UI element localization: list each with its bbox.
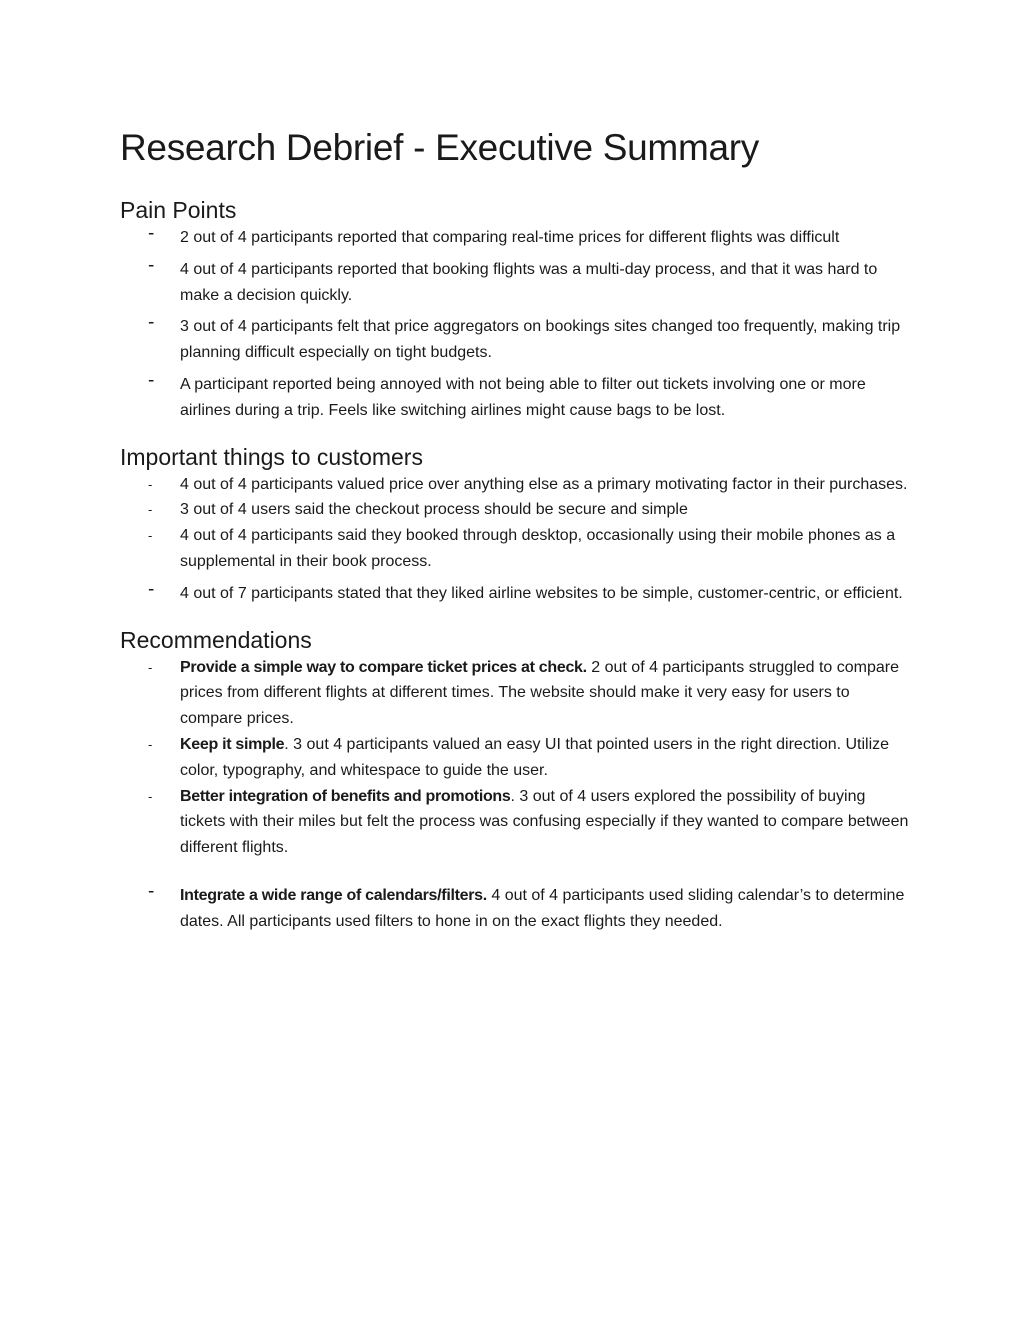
recommendation-body: . 3 out 4 participants valued an easy UI that pointed users in the right direction. Utilize color, typography, and whitespace to guide the user. (180, 735, 890, 779)
list-item (120, 784, 910, 861)
list-item (120, 655, 910, 732)
document-page (120, 125, 910, 935)
dash-bullet-icon: - (148, 223, 155, 244)
dash-bullet-icon: - (148, 736, 153, 752)
recommendation-body: 4 out of 4 participants used sliding calendar’s to determine dates. All participants used filters to hone in on the exact flights they needed. (180, 886, 905, 930)
list-item-text: 2 out of 4 participants reported that comparing real-time prices for different flights was difficult (180, 229, 840, 246)
recommendation-lead: Provide a simple way to compare ticket prices at check. (180, 658, 587, 676)
recommendation-lead: Keep it simple (180, 735, 285, 753)
dash-bullet-icon: - (148, 312, 155, 334)
recommendation-lead: Better integration of benefits and promotions (180, 787, 511, 805)
important-things-heading: Important things to customers (120, 443, 423, 470)
list-item-text: 4 out of 4 participants reported that booking flights was a multi-day process, and that it was hard to make a decision quickly. (180, 260, 878, 304)
recommendation-body: . 3 out of 4 users explored the possibility of buying tickets with their miles but felt the process was confusing especially if they wanted to compare between different flights. (180, 787, 909, 857)
dash-bullet-icon: - (148, 369, 155, 391)
list-item (120, 578, 910, 607)
list-item-text: 3 out of 4 participants felt that price aggregators on bookings sites changed too frequently, making trip planning difficult especially on tight budgets. (180, 318, 901, 362)
dash-bullet-icon: - (148, 659, 153, 675)
dash-bullet-icon: - (148, 476, 153, 492)
recommendation-body: 2 out of 4 participants struggled to compare prices from different flights at different times. The website should make it very easy for users to compare prices. (180, 658, 899, 728)
list-item-text: 4 out of 4 participants said they booked through desktop, occasionally using their mobile phones as a supplemental in their book process. (180, 527, 896, 570)
important-things-list (120, 472, 910, 607)
list-item (120, 880, 910, 935)
recommendations-list (120, 655, 910, 935)
list-item-text: 3 out of 4 users said the checkout process should be secure and simple (180, 501, 688, 519)
dash-bullet-icon: - (148, 528, 153, 544)
dash-bullet-icon: - (148, 880, 155, 902)
dash-bullet-icon: - (148, 788, 153, 804)
recommendation-lead: Integrate a wide range of calendars/filters. (180, 886, 487, 904)
pain-points-heading: Pain Points (120, 197, 237, 223)
list-item (120, 732, 910, 784)
list-item (120, 497, 910, 523)
list-item (120, 523, 910, 575)
document-title: Research Debrief - Executive Summary (120, 127, 759, 168)
list-item-text: A participant reported being annoyed with not being able to filter out tickets involving one or more airlines during a trip. Feels like switching airlines might cause bags to be lost. (180, 375, 866, 419)
list-item (120, 314, 910, 366)
list-item (120, 369, 910, 424)
list-item-text: 4 out of 4 participants valued price over anything else as a primary motivating factor in their purchases. (180, 475, 908, 493)
list-item (120, 225, 910, 251)
dash-bullet-icon: - (148, 254, 155, 276)
list-item (120, 472, 910, 498)
dash-bullet-icon: - (148, 502, 153, 518)
list-item-text: 4 out of 7 participants stated that they liked airline websites to be simple, customer-centric, or efficient. (180, 584, 903, 602)
list-item (120, 254, 910, 309)
pain-points-list (120, 225, 910, 424)
recommendations-heading: Recommendations (120, 626, 312, 653)
dash-bullet-icon: - (148, 578, 155, 600)
